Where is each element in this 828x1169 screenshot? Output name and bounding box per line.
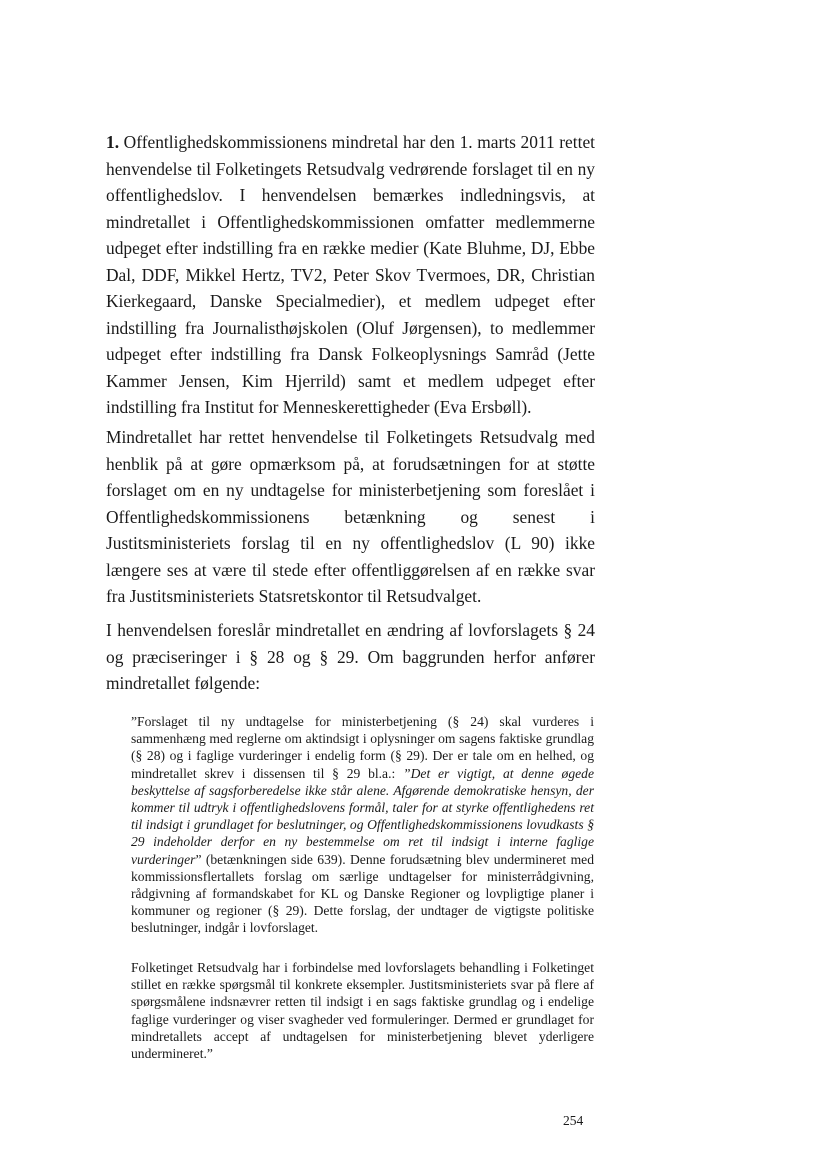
- quote-1-end: ” (betænkningen side 639). Denne forudsætning blev undermineret med kommissionsflertallets forslag om særlige undtagelser for ministerrådgivning, rådgivning af formandskabet for KL og Danske Regioner og lovpligtige planer i kommuner og regioner (§ 29). Dette forslag, der undtager de vigtigste politiske beslutninger, indgår i lovforslaget.: [131, 851, 594, 936]
- quote-1-italic: ”Det er vigtigt, at denne øgede beskyttelse af sagsforberedelse ikke står alene. Afgørende demokratiske hensyn, der kommer til udtryk i offentlighedslovens formål, taler for at styrke offentlighedens ret til indsigt i grundlaget for beslutninger, og Offentlighedskommissionens lovudkasts § 29 indeholder derfor en ny bestemmelse om ret til indsigt i interne faglige vurderinger: [131, 765, 594, 867]
- quote-1-start: ”Forslaget til ny undtagelse for ministerbetjening (§ 24) skal vurderes i sammenhæng med reglerne om aktindsigt i oplysninger om sagens faktiske grundlag (§ 28) og i faglige vurderinger i endelig form (§ 29). Der er tale om en helhed, og mindretallet skrev i dissensen til § 29 bl.a.:: [131, 714, 594, 781]
- block-quote-1: [131, 713, 594, 937]
- paragraph-3: I henvendelsen foreslår mindretallet en ændring af lovforslagets § 24 og præciseringer i § 28 og § 29. Om baggrunden herfor anfører mindretallet følgende:: [106, 620, 595, 693]
- paragraph-number: 1.: [106, 132, 120, 152]
- paragraph-1-text: Offentlighedskommissionens mindretal har den 1. marts 2011 rettet henvendelse til Folketingets Retsudvalg vedrørende forslaget til en ny offentlighedslov. I henvendelsen bemærkes indledningsvis, at mindretallet i Offentlighedskommissionen omfatter medlemmerne udpeget efter indstilling fra en række medier (Kate Bluhme, DJ, Ebbe Dal, DDF, Mikkel Hertz, TV2, Peter Skov Tvermoes, DR, Christian Kierkegaard, Danske Specialmedier), et medlem udpeget efter indstilling fra Journalisthøjskolen (Oluf Jørgensen), to medlemmer udpeget efter indstilling fra Dansk Folkeoplysnings Samråd (Jette Kammer Jensen, Kim Hjerrild) samt et medlem udpeget efter indstilling fra Institut for Menneskerettigheder (Eva Ersbøll).: [106, 132, 595, 417]
- page-number: 254: [563, 1113, 584, 1128]
- paragraph-2: Mindretallet har rettet henvendelse til Folketingets Retsudvalg med henblik på at gøre opmærksom på, at forudsætningen for at støtte forslaget om en ny undtagelse for ministerbetjening som foreslået i Offentlighedskommissionens betænkning og senest i Justitsministeriets forslag til en ny offentlighedslov (L 90) ikke længere ses at være til stede efter offentliggørelsen af en række svar fra Justitsministeriets Statsretskontor til Retsudvalget.: [106, 427, 595, 606]
- block-quote-2: Folketinget Retsudvalg har i forbindelse med lovforslagets behandling i Folketinget stillet en række spørgsmål til konkrete eksempler. Justitsministeriets svar på flere af spørgsmålene indsnævrer retten til indsigt i en sags faktiske grundlag og i endelige faglige vurderinger og viser svagheder ved formuleringer. Dermed er grundlaget for mindretallets accept af undtagelsen for ministerbetjening blevet yderligere undermineret.”: [131, 960, 594, 1062]
- paragraph-1: [106, 129, 595, 421]
